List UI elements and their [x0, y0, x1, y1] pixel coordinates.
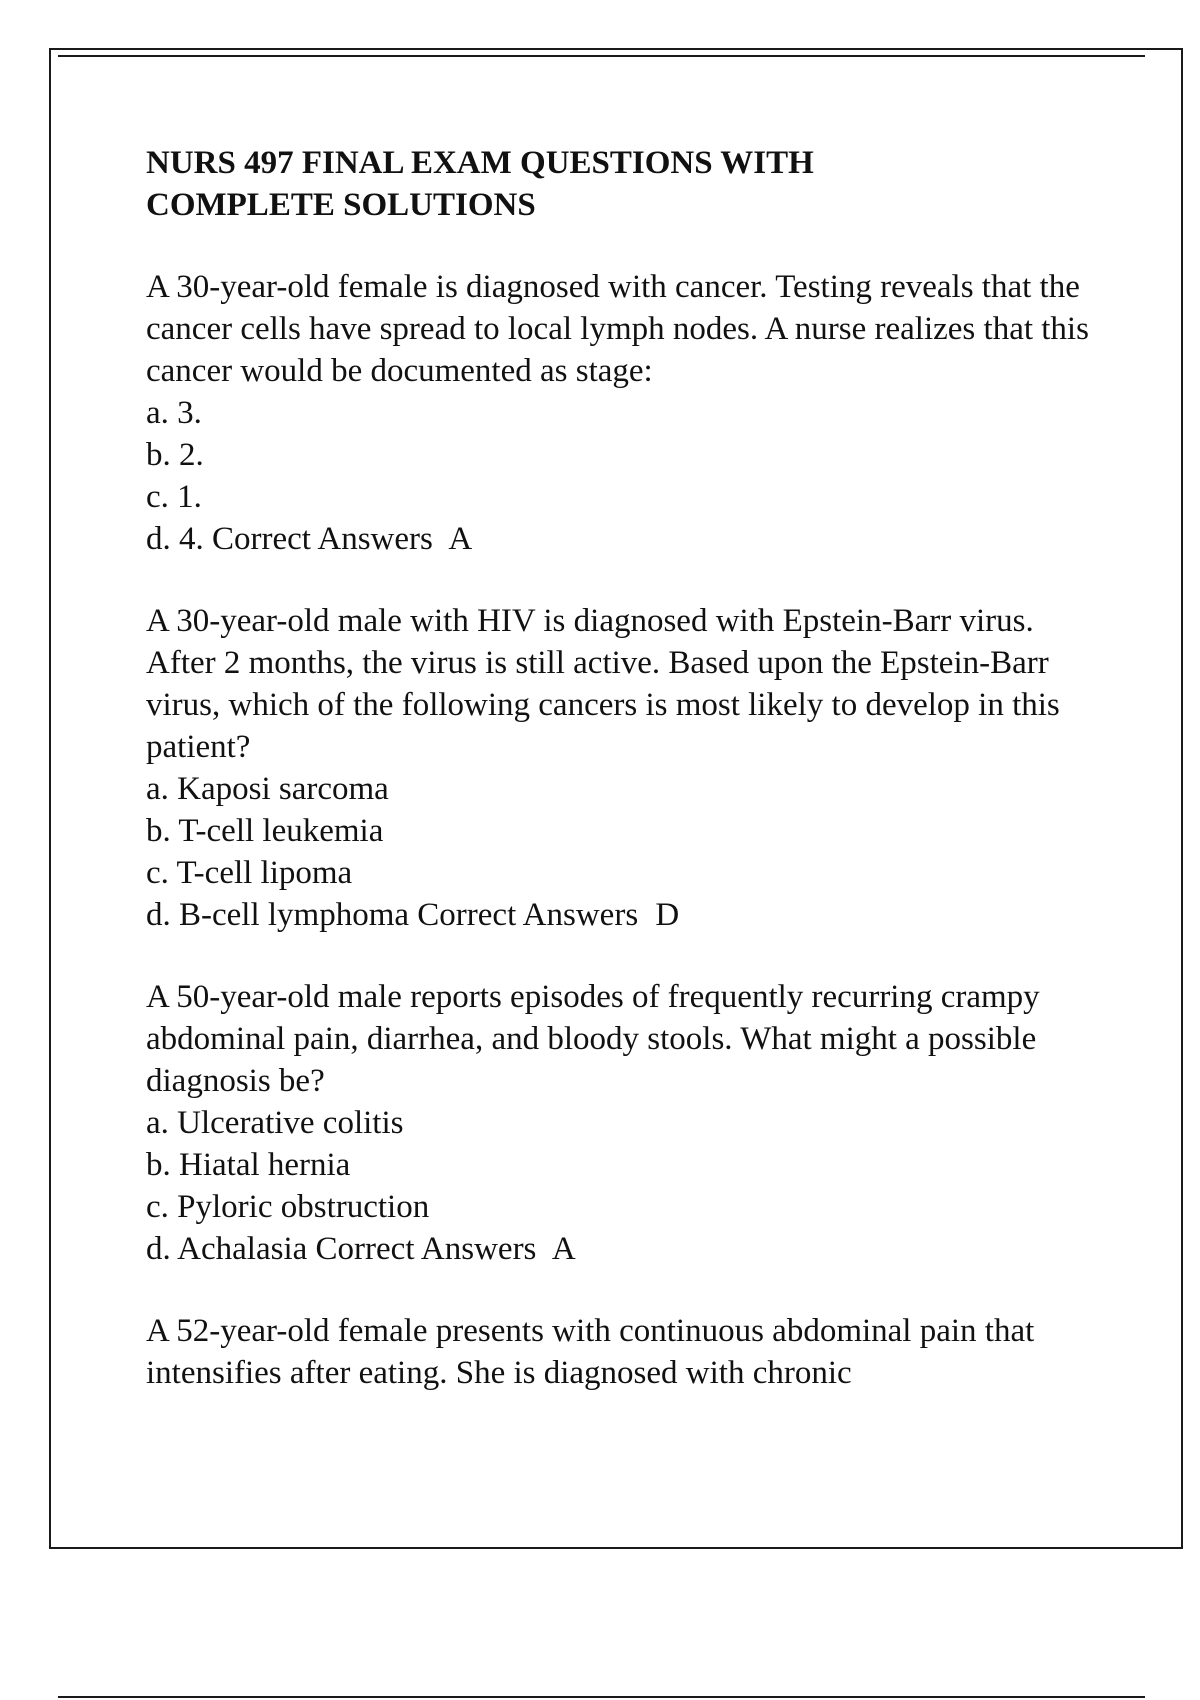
document-title [146, 142, 1106, 226]
answer-label: Correct Answers [417, 897, 639, 933]
option-d: d. 4. [146, 521, 204, 557]
title-line-1: NURS 497 FINAL EXAM QUESTIONS WITH [146, 145, 814, 181]
option-b: b. 2. [146, 437, 204, 473]
question-stem: A 30-year-old male with HIV is diagnosed with Epstein-Barr virus. After 2 months, the virus is still active. Based upon the Epstein-Barr virus, which of the following cancers is most likely to develop in this patient? [146, 603, 1060, 765]
option-d: d. Achalasia [146, 1231, 308, 1267]
title-line-2: COMPLETE SOLUTIONS [146, 187, 536, 223]
bottom-rule [58, 1696, 1145, 1698]
answer-label: Correct Answers [315, 1231, 537, 1267]
option-c: c. Pyloric obstruction [146, 1189, 430, 1225]
answer-options [146, 392, 1106, 560]
correct-answer: A [448, 521, 473, 557]
option-d-with-answer [146, 518, 1106, 560]
option-a: a. Ulcerative colitis [146, 1105, 404, 1141]
option-d-with-answer [146, 894, 1106, 936]
answer-options [146, 768, 1106, 936]
option-a: a. 3. [146, 395, 202, 431]
option-c: c. 1. [146, 479, 202, 515]
option-b: b. Hiatal hernia [146, 1147, 351, 1183]
option-d: d. B-cell lymphoma [146, 897, 410, 933]
question-3 [146, 976, 1106, 1270]
question-1 [146, 266, 1106, 560]
option-b: b. T-cell leukemia [146, 813, 384, 849]
question-2 [146, 600, 1106, 936]
answer-label: Correct Answers [212, 521, 433, 557]
option-d-with-answer [146, 1228, 1106, 1270]
question-stem: A 50-year-old male reports episodes of frequently recurring crampy abdominal pain, diarrhea, and bloody stools. What might a possible diagnosis be? [146, 979, 1040, 1099]
question-stem: A 52-year-old female presents with continuous abdominal pain that intensifies after eating. She is diagnosed with chronic [146, 1313, 1035, 1391]
correct-answer: D [655, 897, 680, 933]
correct-answer: A [551, 1231, 576, 1267]
document-body [146, 142, 1106, 1434]
top-rule [58, 55, 1145, 57]
answer-options [146, 1102, 1106, 1270]
question-4 [146, 1310, 1106, 1394]
option-a: a. Kaposi sarcoma [146, 771, 389, 807]
option-c: c. T-cell lipoma [146, 855, 353, 891]
question-stem: A 30-year-old female is diagnosed with cancer. Testing reveals that the cancer cells have spread to local lymph nodes. A nurse realizes that this cancer would be documented as stage: [146, 269, 1089, 389]
